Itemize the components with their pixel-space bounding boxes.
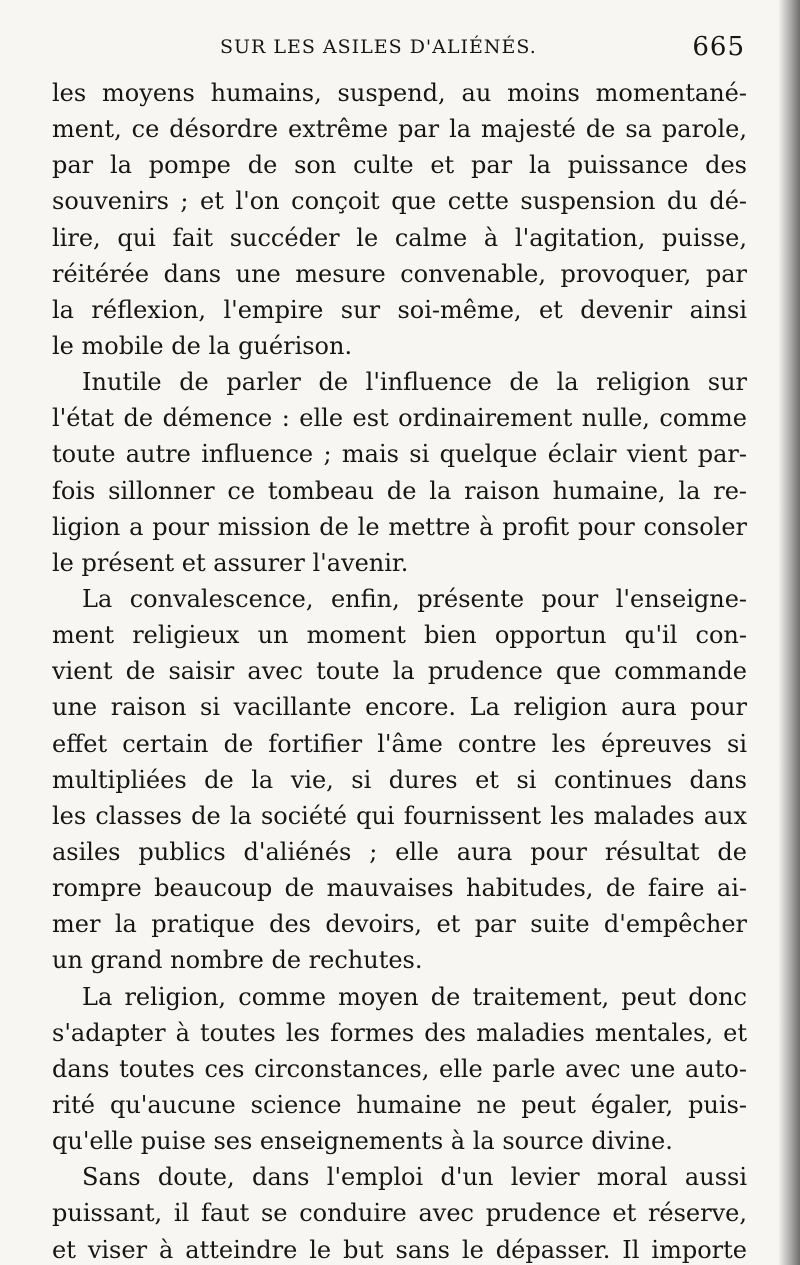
running-head: [52, 32, 747, 70]
text-line: Sans doute, dans l'emploi d'un levier moral aussi: [82, 1163, 747, 1192]
running-title: SUR LES ASILES D'ALIÉNÉS.: [220, 36, 537, 58]
text-line: lire, qui fait succéder le calme à l'agitation, puisse,: [52, 223, 747, 252]
text-line: rompre beaucoup de mauvaises habitudes, de faire ai-: [52, 874, 747, 903]
text-line: asiles publics d'aliénés ; elle aura pour résultat de: [52, 837, 747, 866]
text-line: la réflexion, l'empire sur soi-même, et devenir ainsi: [52, 295, 747, 324]
text-line: les moyens humains, suspend, au moins momentané-: [52, 79, 747, 107]
text-line: La convalescence, enfin, présente pour l'enseigne-: [82, 584, 747, 613]
text-line: les classes de la société qui fournissent les malades aux: [52, 801, 747, 830]
text-line: toute autre influence ; mais si quelque éclair vient par-: [52, 440, 747, 469]
text-line: fois sillonner ce tombeau de la raison humaine, la re-: [52, 476, 747, 505]
text-line: réitérée dans une mesure convenable, provoquer, par: [52, 259, 747, 288]
text-line: multipliées de la vie, si dures et si continues dans: [52, 765, 747, 794]
text-line: le mobile de la guérison.: [52, 331, 353, 360]
text-line: dans toutes ces circonstances, elle parle avec une auto-: [52, 1054, 747, 1083]
text-line: vient de saisir avec toute la prudence que commande: [52, 657, 747, 686]
text-line: ment, ce désordre extrême par la majesté de sa parole,: [52, 115, 747, 144]
text-line: mer la pratique des devoirs, et par suite d'empêcher: [52, 910, 747, 939]
page-number: 665: [692, 32, 745, 62]
text-line: un grand nombre de rechutes.: [52, 946, 423, 975]
text-line: puissant, il faut se conduire avec prudence et réserve,: [52, 1199, 747, 1228]
text-line: s'adapter à toutes les formes des maladies mentales, et: [52, 1018, 747, 1047]
text-line: ligion a pour mission de le mettre à profit pour consoler: [52, 512, 747, 541]
text-line: rité qu'aucune science humaine ne peut égaler, puis-: [52, 1090, 747, 1119]
text-line: La religion, comme moyen de traitement, peut donc: [82, 982, 747, 1011]
text-line: et viser à atteindre le but sans le dépasser. Il importe: [52, 1235, 747, 1264]
text-line: le présent et assurer l'avenir.: [52, 548, 409, 577]
text-line: l'état de démence : elle est ordinairement nulle, comme: [52, 404, 747, 433]
text-line: effet certain de fortifier l'âme contre les épreuves si: [52, 729, 747, 758]
text-line: une raison si vacillante encore. La religion aura pour: [52, 693, 747, 722]
text-line: qu'elle puise ses enseignements à la source divine.: [52, 1127, 673, 1156]
body-text: [52, 75, 747, 1265]
text-line: Inutile de parler de l'influence de la religion sur: [82, 368, 747, 397]
text-line: par la pompe de son culte et par la puissance des: [52, 151, 747, 180]
text-line: souvenirs ; et l'on conçoit que cette suspension du dé-: [52, 187, 747, 216]
text-line: ment religieux un moment bien opportun qu'il con-: [52, 621, 747, 650]
